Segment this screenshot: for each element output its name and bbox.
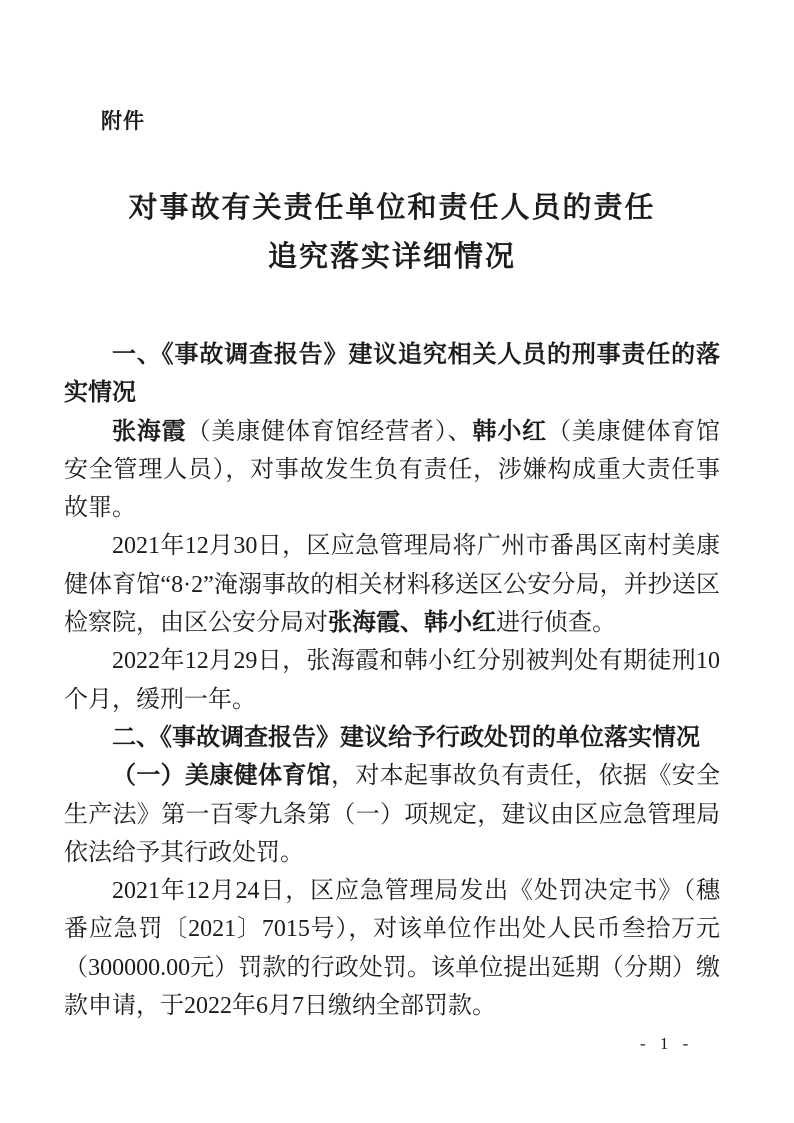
body-text: 2021年12月30日，区应急管理局将广州市番禺区南村美康健体育馆“8·2”淹溺事故的相关材料移送区公安分局，并抄送区检察院，由区公安分局对 <box>64 533 720 637</box>
paragraph <box>64 413 720 528</box>
emphasized-text: 张海霞、韩小红 <box>328 609 496 637</box>
paragraph <box>64 872 720 1025</box>
body-text: （美康健体育馆安全管理人员），对事故发生负有责任，涉嫌构成重大责任事故罪。 <box>64 418 720 522</box>
attachment-label: 附件 <box>101 110 145 133</box>
page-title-line-1: 对事故有关责任单位和责任人员的责任 <box>128 192 656 224</box>
emphasized-text: 韩小红 <box>472 417 547 445</box>
body-text: ，对本起事故负有责任，依据《安全生产法》第一百零九条第（一）项规定，建议由区应急管理局依法给予其行政处罚。 <box>64 763 720 866</box>
section-heading <box>64 336 720 413</box>
body-text: 2021年12月24日，区应急管理局发出《处罚决定书》（穗番应急罚〔2021〕7015号），对该单位作出处人民币叁拾万元（300000.00元）罚款的行政处罚。该单位提出延期（分期）缴款申请，于2022年6月7日缴纳全部罚款。 <box>64 878 720 1020</box>
section-heading <box>64 719 720 757</box>
paragraph <box>64 757 720 872</box>
page-title <box>64 184 720 282</box>
emphasized-text: （一）美康健体育馆 <box>112 762 331 790</box>
emphasized-text: 二、《事故调查报告》建议给予行政处罚的单位落实情况 <box>112 723 700 751</box>
body-text: （美康健体育馆经营者）、 <box>186 418 473 445</box>
document-body <box>64 336 720 1025</box>
page-number: - 1 - <box>640 1034 694 1053</box>
emphasized-text: 一、《事故调查报告》建议追究相关人员的刑事责任的落实情况 <box>64 341 720 407</box>
page-title-line-2: 追究落实详细情况 <box>267 241 516 273</box>
paragraph <box>64 527 720 642</box>
emphasized-text: 张海霞 <box>112 417 187 445</box>
body-text: 2022年12月29日，张海霞和韩小红分别被判处有期徒刑10个月，缓刑一年。 <box>64 648 720 713</box>
paragraph <box>64 642 720 719</box>
body-text: 进行侦查。 <box>496 610 616 637</box>
